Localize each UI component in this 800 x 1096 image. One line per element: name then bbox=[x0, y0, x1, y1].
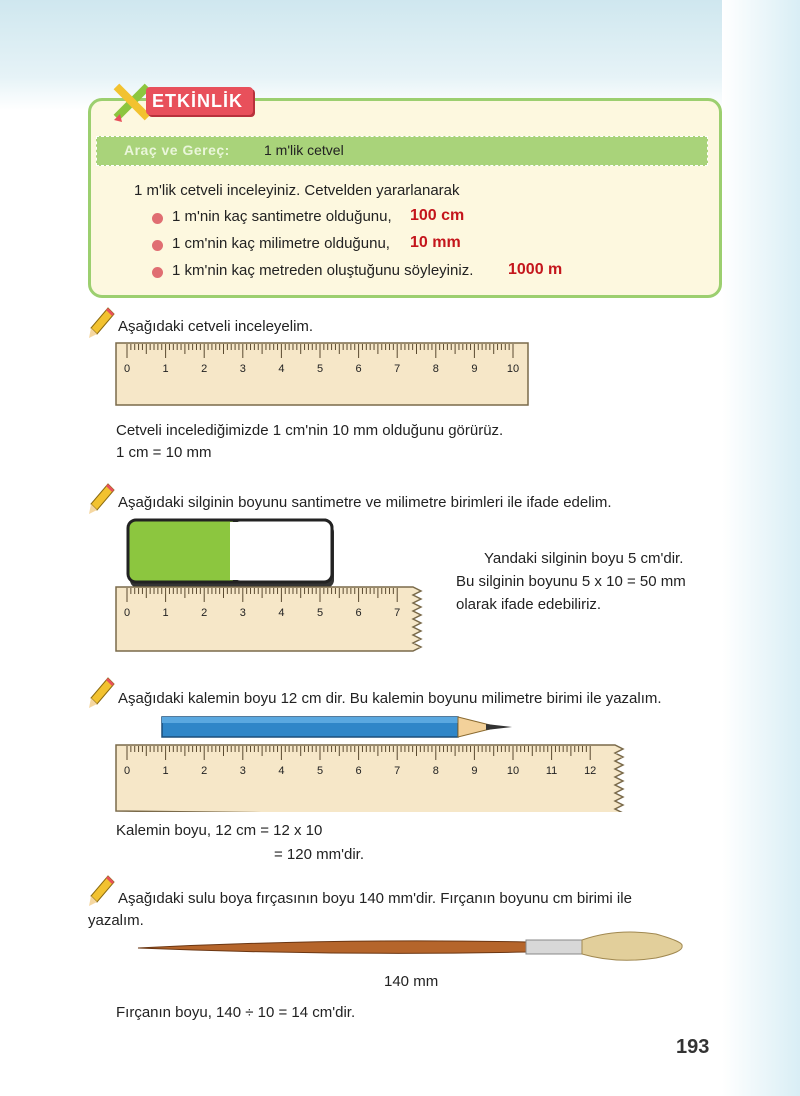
ruler-label: 4 bbox=[278, 363, 285, 375]
bullet-dot bbox=[152, 240, 163, 251]
section1-line2: 1 cm = 10 mm bbox=[116, 444, 212, 461]
section2-desc1: Yandaki silginin boyu 5 cm'dir. bbox=[484, 550, 684, 567]
activity-badge: ETKİNLİK bbox=[146, 87, 253, 115]
eraser-image bbox=[126, 518, 336, 590]
right-decorative-band bbox=[722, 0, 800, 1096]
ruler-label: 5 bbox=[316, 765, 324, 777]
blue-pencil-image bbox=[160, 714, 516, 740]
section1-line1: Cetveli incelediğimizde 1 cm'nin 10 mm olduğunu görürüz. bbox=[116, 422, 504, 439]
ruler-label: 11 bbox=[545, 765, 558, 777]
ruler-body bbox=[116, 745, 623, 812]
pencil-icon bbox=[88, 482, 116, 516]
section4-line1: Fırçanın boyu, 140 ÷ 10 = 14 cm'dir. bbox=[116, 1004, 356, 1021]
ruler-label: 12 bbox=[584, 765, 597, 777]
section1-title: Aşağıdaki cetveli inceleyelim. bbox=[118, 318, 314, 335]
ruler-label: 9 bbox=[471, 765, 478, 777]
ruler-label: 10 bbox=[506, 765, 520, 777]
paintbrush-image bbox=[136, 928, 688, 964]
section3-line2: = 120 mm'dir. bbox=[274, 846, 364, 863]
section3-line1: Kalemin boyu, 12 cm = 12 x 10 bbox=[116, 822, 323, 839]
ruler-label: 6 bbox=[355, 363, 362, 375]
section2-desc2: Bu silginin boyunu 5 x 10 = 50 mm bbox=[456, 573, 686, 590]
section3-title: Aşağıdaki kalemin boyu 12 cm dir. Bu kalemin boyunu milimetre birimi ile yazalım. bbox=[118, 690, 662, 707]
activity-intro: 1 m'lik cetveli inceleyiniz. Cetvelden yararlanarak bbox=[134, 182, 460, 199]
ruler-label: 2 bbox=[201, 765, 208, 777]
ruler-label: 0 bbox=[123, 765, 131, 777]
tools-label: Araç ve Gereç: bbox=[124, 142, 230, 158]
ruler-label: 8 bbox=[432, 363, 439, 375]
ruler-label: 1 bbox=[162, 607, 169, 619]
activity-item-2-answer: 10 mm bbox=[410, 234, 461, 251]
bullet-dot bbox=[152, 267, 163, 278]
activity-item-3-answer: 1000 m bbox=[508, 261, 563, 278]
brush-length-label: 140 mm bbox=[384, 973, 439, 990]
ruler-label: 2 bbox=[201, 363, 208, 375]
activity-item-1-text: 1 m'nin kaç santimetre olduğunu, bbox=[172, 208, 392, 225]
pencil-icon bbox=[88, 676, 116, 710]
ruler-label: 0 bbox=[123, 607, 131, 619]
ruler-12cm-torn bbox=[115, 744, 627, 812]
ruler-label: 2 bbox=[201, 607, 208, 619]
ruler-label: 7 bbox=[394, 607, 401, 619]
ruler-label: 3 bbox=[239, 363, 246, 375]
ruler-label: 6 bbox=[355, 765, 362, 777]
ruler-label: 9 bbox=[471, 363, 478, 375]
ruler-label: 3 bbox=[239, 607, 246, 619]
ruler-label: 0 bbox=[123, 363, 131, 375]
pencil-icon bbox=[88, 874, 116, 908]
ruler-label: 5 bbox=[316, 607, 324, 619]
pencil-icon bbox=[88, 306, 116, 340]
ruler-label: 4 bbox=[278, 765, 285, 777]
ruler-label: 7 bbox=[394, 363, 401, 375]
activity-item-3-text: 1 km'nin kaç metreden oluştuğunu söyleyiniz. bbox=[172, 262, 474, 279]
bullet-dot bbox=[152, 213, 163, 224]
ruler-label: 1 bbox=[162, 765, 169, 777]
activity-item-1-answer: 100 cm bbox=[410, 207, 465, 224]
ruler-label: 7 bbox=[394, 765, 401, 777]
ruler-label: 10 bbox=[506, 363, 520, 375]
section4-title-line1: Aşağıdaki sulu boya fırçasının boyu 140 mm'dir. Fırçanın boyunu cm birimi ile bbox=[118, 890, 632, 907]
ruler-10cm bbox=[115, 342, 529, 406]
ruler-label: 8 bbox=[432, 765, 439, 777]
ruler-label: 3 bbox=[239, 765, 246, 777]
section2-title: Aşağıdaki silginin boyunu santimetre ve milimetre birimleri ile ifade edelim. bbox=[118, 494, 612, 511]
ruler-label: 5 bbox=[316, 363, 324, 375]
ruler-label: 1 bbox=[162, 363, 169, 375]
section2-desc3: olarak ifade edebiliriz. bbox=[456, 596, 602, 613]
ruler-label: 4 bbox=[278, 607, 285, 619]
ruler-body bbox=[116, 587, 421, 651]
activity-item-2-text: 1 cm'nin kaç milimetre olduğunu, bbox=[172, 235, 390, 252]
section4-title-line2: yazalım. bbox=[88, 912, 144, 929]
ruler-7cm-torn bbox=[115, 586, 425, 652]
ruler-label: 6 bbox=[355, 607, 362, 619]
tools-value: 1 m'lik cetvel bbox=[264, 142, 344, 158]
page-number: 193 bbox=[676, 1036, 710, 1058]
